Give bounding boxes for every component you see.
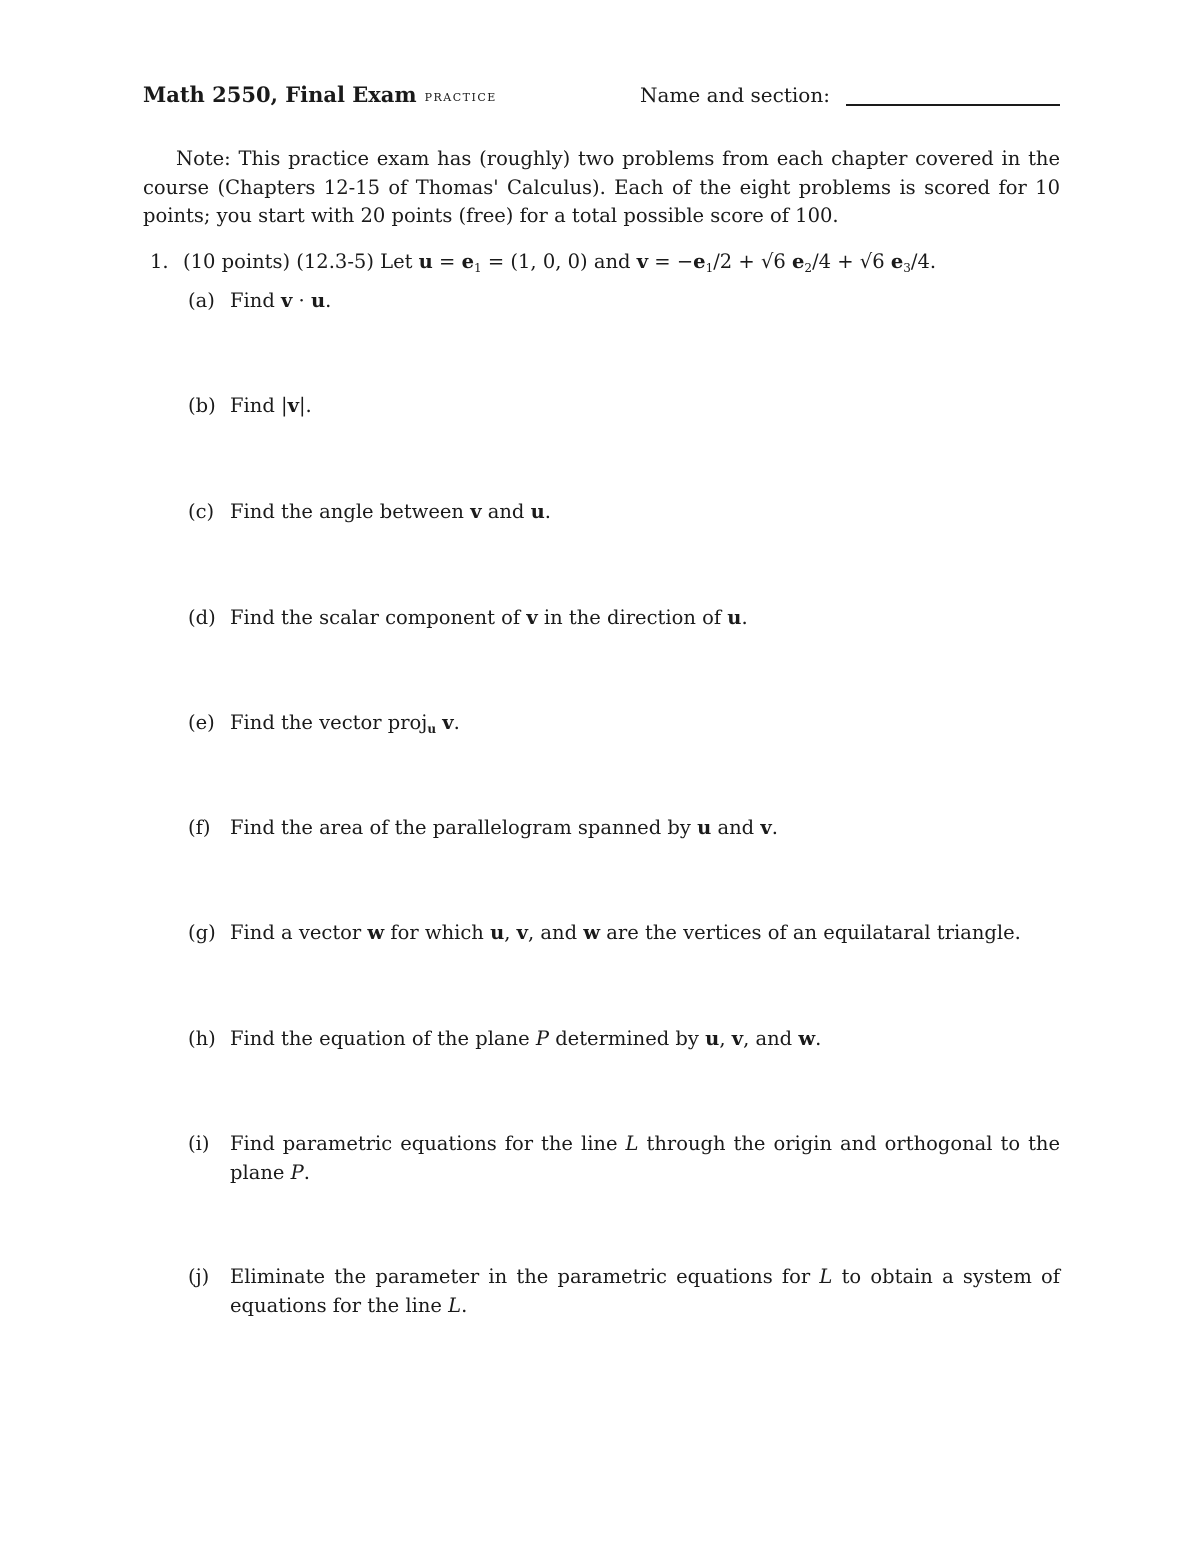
part-label: (e)	[188, 711, 215, 734]
period: .	[815, 1027, 822, 1050]
sub-1: 1	[474, 261, 482, 275]
comma: ,	[504, 921, 511, 944]
vec-v: v	[516, 921, 529, 944]
period: .	[453, 711, 460, 734]
sub-3: 3	[903, 261, 911, 275]
vec-v: v	[470, 500, 482, 523]
find-word: Find	[230, 921, 275, 944]
vec-u: u	[490, 921, 505, 944]
find-word: Find	[230, 816, 275, 839]
vec-w: w	[798, 1027, 816, 1050]
equals: =	[648, 250, 677, 273]
determined-by: determined by	[555, 1027, 699, 1050]
vec-u-sub: u	[427, 722, 437, 736]
bar: |	[298, 394, 306, 417]
part-label: (j)	[188, 1265, 210, 1288]
sub-2: 2	[804, 261, 813, 275]
vec-v: v	[442, 711, 454, 734]
part-e	[188, 709, 1060, 744]
problem-number: 1.	[150, 250, 169, 273]
part-label: (c)	[188, 500, 215, 523]
part-c	[188, 498, 1060, 527]
practice-badge: PRACTICE	[424, 91, 497, 104]
bar: |	[281, 394, 288, 417]
part-a	[188, 287, 1060, 316]
and-word: and	[717, 816, 755, 839]
vec-v: v	[760, 816, 772, 839]
part-label: (g)	[188, 921, 216, 944]
period: .	[771, 816, 778, 839]
part-label: (a)	[188, 289, 215, 312]
equals: =	[481, 250, 511, 273]
orthogonal-text: through the origin and orthogonal to the plane	[230, 1132, 1061, 1184]
vertices-text: are the vertices of an equilataral triangle.	[606, 921, 1021, 944]
part-label: (f)	[188, 816, 211, 839]
period: .	[325, 289, 332, 312]
part-j	[188, 1263, 1060, 1320]
let-word: Let	[380, 250, 413, 273]
plane-P: P	[290, 1160, 304, 1184]
part-text	[230, 392, 1060, 421]
comma: ,	[743, 1027, 750, 1050]
vec-v: v	[636, 250, 649, 273]
for-which: for which	[390, 921, 484, 944]
problem-ref: (12.3-5)	[296, 250, 374, 273]
area-text: the area of the parallelogram spanned by	[281, 816, 691, 839]
vec-u: u	[697, 816, 712, 839]
part-h	[188, 1025, 1060, 1054]
and-word: and	[593, 250, 631, 273]
exam-title	[143, 82, 497, 107]
part-text	[230, 1263, 1060, 1320]
and-word: and	[755, 1027, 793, 1050]
vector-word: a vector	[281, 921, 362, 944]
find-word: Find	[230, 1027, 275, 1050]
line-L: L	[819, 1265, 833, 1288]
vec-u: u	[530, 500, 545, 523]
part-i	[188, 1130, 1060, 1187]
system-text: to obtain a system of equations for the line	[230, 1265, 1060, 1317]
and-word: and	[540, 921, 578, 944]
part-label: (h)	[188, 1027, 216, 1050]
over-4-plus: /4 +	[812, 250, 860, 273]
vec-u: u	[418, 250, 433, 273]
part-text	[230, 814, 1060, 843]
period: .	[544, 500, 551, 523]
period: .	[741, 606, 748, 629]
vec-v: v	[281, 289, 293, 312]
exam-header	[143, 80, 1060, 116]
and-word: and	[487, 500, 525, 523]
period: .	[303, 1160, 310, 1184]
part-d	[188, 604, 1060, 633]
vec-e3: e	[890, 250, 904, 273]
vec-w: w	[367, 921, 385, 944]
angle-text: the angle between	[281, 500, 464, 523]
find-word: Find	[230, 500, 275, 523]
find-word: Find	[230, 711, 275, 734]
vec-u: u	[727, 606, 742, 629]
period: .	[461, 1293, 468, 1317]
find-word: Find	[230, 606, 275, 629]
direction-text: in the direction of	[543, 606, 722, 629]
part-text	[230, 498, 1060, 527]
equals: =	[432, 250, 462, 273]
sqrt-6: √6	[859, 250, 885, 273]
sqrt-6: √6	[760, 250, 786, 273]
proj-text: the vector proj	[281, 711, 428, 734]
exam-note: Note: This practice exam has (roughly) two problems from each chapter covered in the course (Chapters 12-15 of Thomas' Calculus). Each of the eight problems is scored for 10 points; you start with 20 points (free) for a total possible score of 100.	[143, 147, 1060, 227]
eliminate-text: Eliminate the parameter in the parametric equations for	[230, 1265, 811, 1288]
scalar-text: the scalar component of	[281, 606, 521, 629]
part-text	[230, 709, 1060, 744]
name-section-line[interactable]	[846, 104, 1060, 106]
part-text	[230, 1130, 1060, 1187]
vec-u: u	[705, 1027, 720, 1050]
vec-v: v	[526, 606, 538, 629]
vec-e2: e	[792, 250, 805, 273]
vec-e1: e	[693, 250, 706, 273]
over-4-end: /4.	[910, 250, 937, 273]
dot-op: ·	[292, 289, 311, 312]
problem-points: (10 points)	[183, 250, 291, 273]
part-f	[188, 814, 1060, 843]
plane-text: the equation of the plane	[281, 1027, 530, 1050]
vec-u: u	[310, 289, 326, 312]
part-text	[230, 287, 1060, 316]
line-L: L	[448, 1293, 462, 1317]
part-b	[188, 392, 1060, 421]
problem-1-statement	[150, 250, 1060, 275]
part-label: (b)	[188, 394, 216, 417]
comma: ,	[719, 1027, 726, 1050]
find-word: Find	[230, 394, 275, 417]
name-section-label: Name and section:	[640, 83, 830, 107]
vec-w: w	[583, 921, 601, 944]
parametric-text: Find parametric equations for the line	[230, 1132, 618, 1155]
vec-v: v	[731, 1027, 744, 1050]
sub-1: 1	[705, 261, 714, 275]
part-text	[230, 919, 1060, 948]
vec-v: v	[287, 394, 299, 417]
comma: ,	[528, 921, 535, 944]
part-g	[188, 919, 1060, 948]
line-L: L	[625, 1132, 639, 1155]
minus: −	[676, 250, 694, 273]
over-2: /2 +	[713, 250, 761, 273]
plane-P: P	[535, 1027, 549, 1050]
find-word: Find	[230, 289, 275, 312]
vec-e1: e	[461, 250, 475, 273]
tuple: (1, 0, 0)	[510, 250, 588, 273]
part-text	[230, 1025, 1060, 1054]
part-label: (d)	[188, 606, 216, 629]
part-text	[230, 604, 1060, 633]
part-label: (i)	[188, 1132, 210, 1155]
period: .	[305, 394, 312, 417]
exam-title-text: Math 2550, Final Exam	[143, 82, 417, 107]
